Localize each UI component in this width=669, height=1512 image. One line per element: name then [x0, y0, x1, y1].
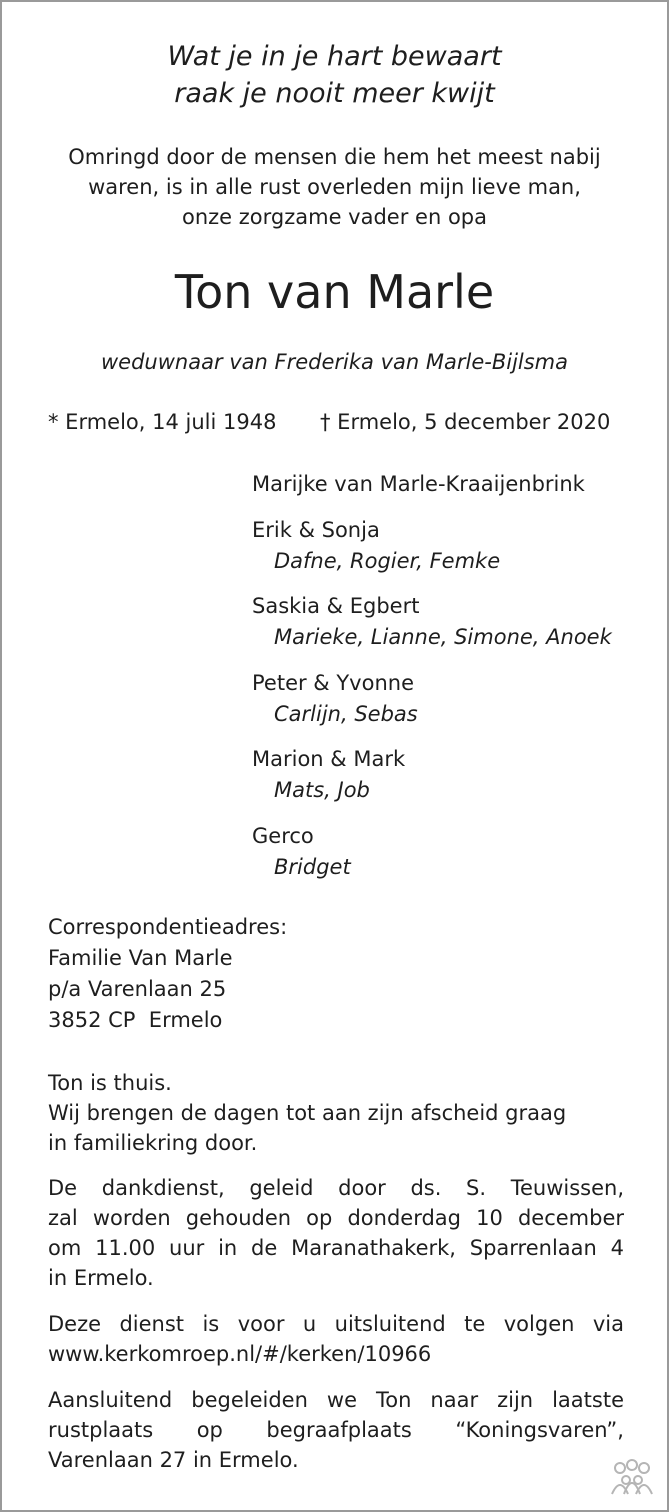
paragraph-line: Varenlaan 27 in Ermelo. [48, 1448, 299, 1472]
intro-line: Omringd door de mensen die hem het meest nabij [68, 145, 601, 169]
family-member-name: Erik & Sonja [252, 518, 380, 542]
intro-text [2, 142, 667, 232]
birth-date: * Ermelo, 14 juli 1948 [48, 410, 277, 434]
address-line: Familie Van Marle [48, 946, 233, 970]
motto-line: raak je nooit meer kwijt [174, 78, 495, 109]
deceased-name: Ton van Marle [174, 265, 495, 319]
family-member-children: Marieke, Lianne, Simone, Anoek [274, 625, 612, 649]
intro-line: onze zorgzame vader en opa [182, 205, 487, 229]
paragraph-line: om 11.00 uur in de Maranathakerk, Sparrenlaan 4 [48, 1236, 624, 1260]
paragraph-line: rustplaats op begraafplaats “Koningsvaren”, [48, 1418, 624, 1442]
family-member-name: Gerco [252, 824, 314, 848]
stream-paragraph [48, 1309, 624, 1369]
people-group-logo-icon [608, 1458, 656, 1500]
family-member-children: Mats, Job [274, 778, 370, 802]
paragraph-line: Aansluitend begeleiden we Ton naar zijn laatste [48, 1388, 624, 1412]
paragraph-line: Wij brengen de dagen tot aan zijn afscheid graag [48, 1101, 567, 1125]
address-label: Correspondentieadres: [48, 915, 288, 939]
service-paragraph [48, 1173, 624, 1293]
paragraph-line: Ton is thuis. [48, 1071, 172, 1095]
address-line: p/a Varenlaan 25 [48, 977, 227, 1001]
address-line: 3852 CP Ermelo [48, 1008, 223, 1032]
family-member-children: Carlijn, Sebas [274, 702, 418, 726]
burial-paragraph [48, 1385, 624, 1475]
family-member-name: Marion & Mark [252, 747, 406, 771]
intro-line: waren, is in alle rust overleden mijn lieve man, [88, 175, 581, 199]
family-member-spouse: Marijke van Marle-Kraaijenbrink [252, 472, 585, 496]
motto-line: Wat je in je hart bewaart [167, 41, 502, 72]
stream-url: www.kerkomroep.nl/#/kerken/10966 [48, 1342, 432, 1366]
family-member-children: Bridget [274, 855, 351, 879]
home-paragraph [48, 1068, 624, 1158]
death-date: † Ermelo, 5 december 2020 [320, 410, 611, 434]
family-member-name: Saskia & Egbert [252, 594, 420, 618]
widower-line: weduwnaar van Frederika van Marle-Bijlsma [100, 350, 568, 374]
paragraph-line: in familiekring door. [48, 1131, 258, 1155]
paragraph-line: Deze dienst is voor u uitsluitend te volgen via [48, 1312, 624, 1336]
paragraph-line: zal worden gehouden op donderdag 10 december [48, 1206, 624, 1230]
family-member-name: Peter & Yvonne [252, 671, 414, 695]
motto [2, 38, 667, 112]
paragraph-line: De dankdienst, geleid door ds. S. Teuwissen, [48, 1176, 624, 1200]
paragraph-line: in Ermelo. [48, 1266, 154, 1290]
correspondence-address [48, 912, 287, 1036]
family-member-children: Dafne, Rogier, Femke [274, 549, 501, 573]
